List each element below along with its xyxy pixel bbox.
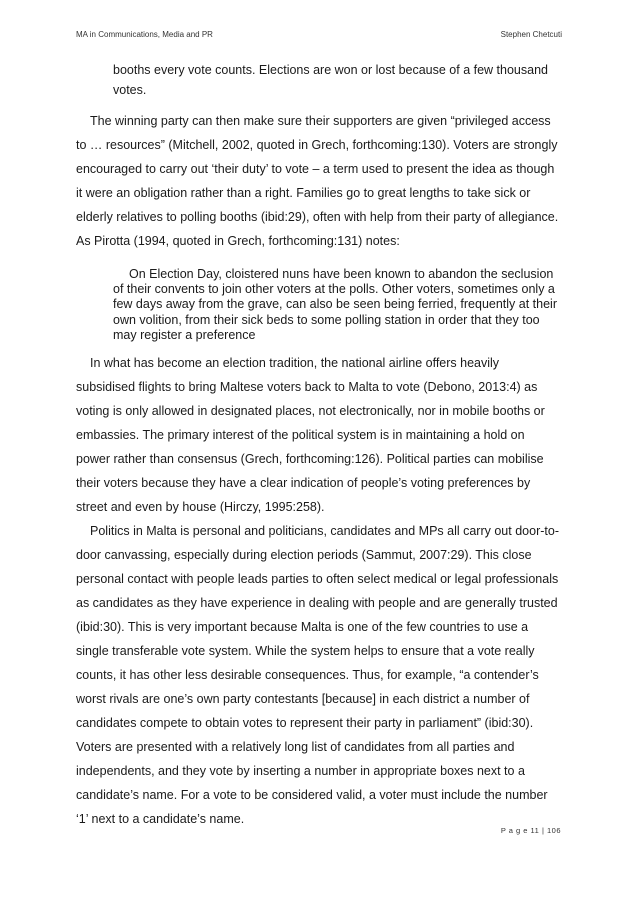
page-separator: | bbox=[541, 826, 545, 835]
paragraph-1: The winning party can then make sure their supporters are given “privileged access to … resources” (Mitchell, 2002, quoted in Grech, forthcoming:130). Voters are strongly encouraged to carry out ‘their duty’ to vote – a term used to present the idea as though it were an obligation rather than a right. Families go to great lengths to take sick or elderly relatives to polling booths (ibid:29), often with help from their party of allegiance. As Pirotta (1994, quoted in Grech, forthcoming:131) notes: bbox=[76, 114, 559, 248]
page-header bbox=[76, 30, 562, 44]
header-course-title: MA in Communications, Media and PR bbox=[76, 30, 213, 39]
block-quote: On Election Day, cloistered nuns have been known to abandon the seclusion of their convents to join other voters at the polls. Other voters, sometimes only a few days away from the grave, can also be seen being ferried, frequently at their own volition, from their sick beds to some polling station in order that they too may register a preference bbox=[113, 267, 557, 342]
page-label: P a g e bbox=[500, 826, 528, 835]
total-pages: 106 bbox=[546, 826, 561, 835]
continued-quote: booths every vote counts. Elections are won or lost because of a few thousand votes. bbox=[113, 63, 548, 97]
paragraph-2: In what has become an election tradition, the national airline offers heavily subsidised flights to bring Maltese voters back to Malta to vote (Debono, 2013:4) as voting is only allowed in designated places, not electronically, nor in mobile booths or embassies. The primary interest of the political system is in maintaining a hold on power rather than consensus (Grech, forthcoming:126). Political parties can mobilise their voters because they have a clear indication of people’s voting preferences by street and even by house (Hirczy, 1995:258). bbox=[76, 356, 545, 515]
page-number: 11 bbox=[530, 826, 540, 835]
paragraph-3: Politics in Malta is personal and politicians, candidates and MPs all carry out door-to-door canvassing, especially during election periods (Sammut, 2007:29). This close personal contact with people leads parties to often select medical or legal professionals as candidates as they have experience in dealing with people and are generally trusted (ibid:30). This is very important because Malta is one of the few countries to use a single transferable vote system. While the system helps to ensure that a vote really counts, it has other less desirable consequences. Thus, for example, “a contender’s worst rivals are one’s own party contestants [because] in each district a number of candidates compete to obtain votes to represent their party in parliament” (ibid:30). Voters are presented with a relatively long list of candidates from all parties and independents, and they vote by inserting a number in appropriate boxes next to a candidate’s name. For a vote to be considered valid, a voter must include the number ‘1’ next to a candidate’s name. bbox=[76, 524, 559, 827]
page-body bbox=[76, 60, 561, 831]
page-footer bbox=[76, 826, 561, 835]
header-author-name: Stephen Chetcuti bbox=[500, 30, 562, 39]
